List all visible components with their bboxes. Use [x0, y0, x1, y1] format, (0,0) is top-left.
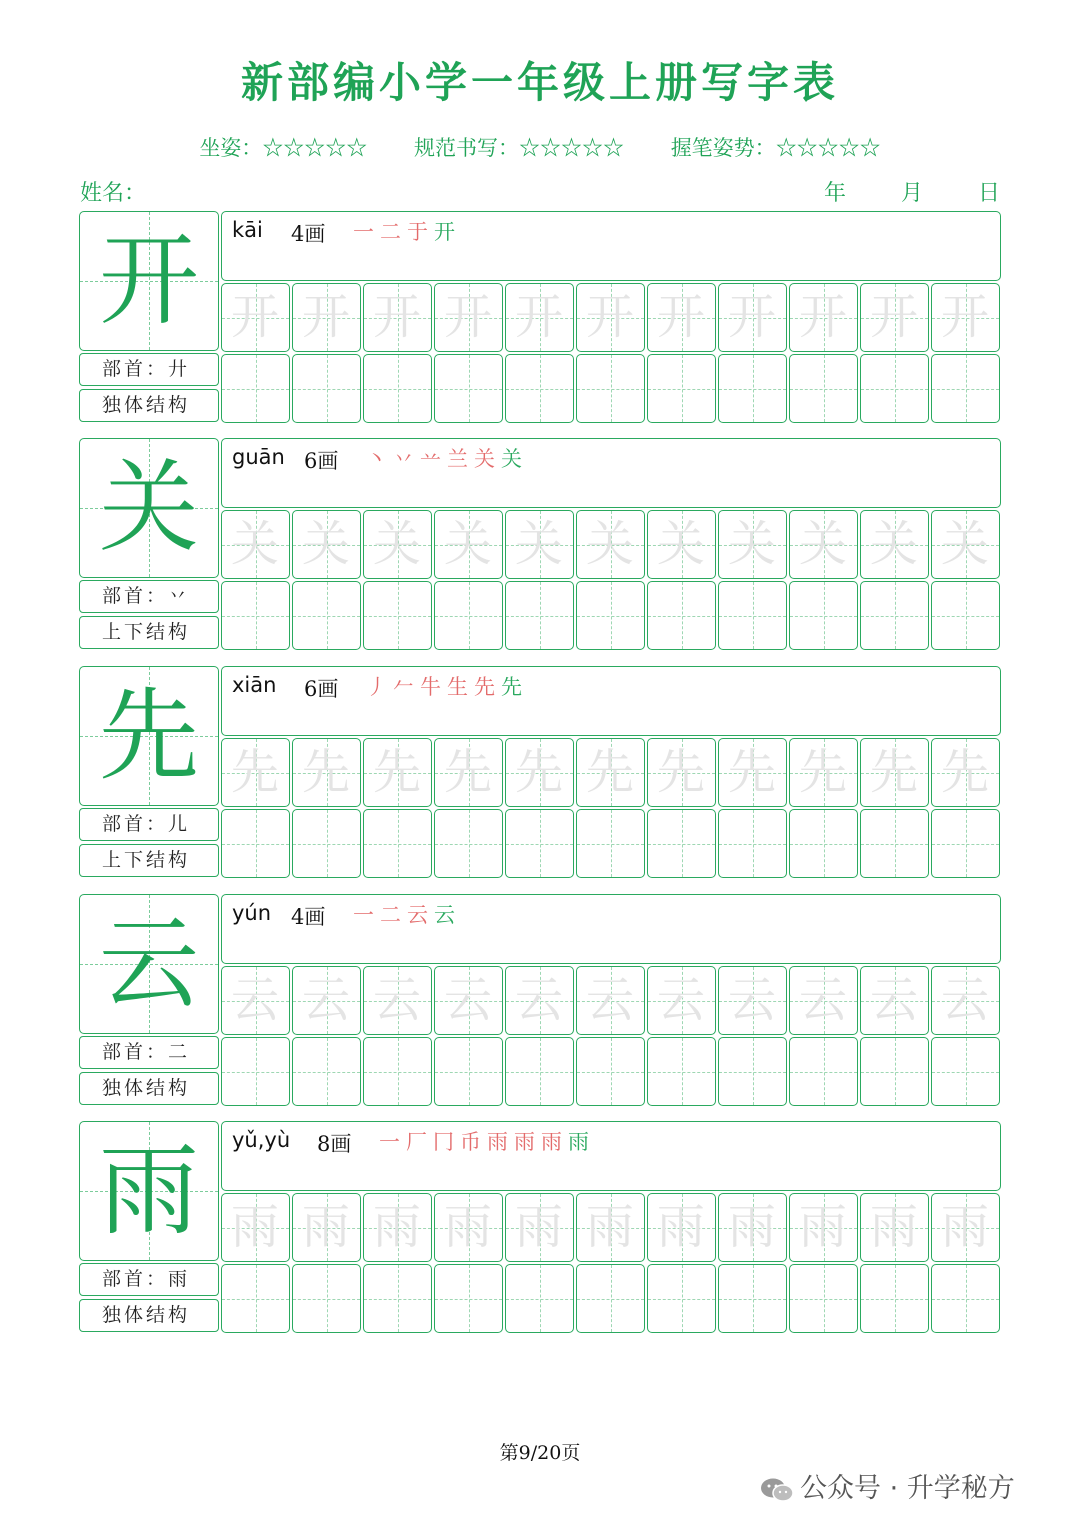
practice-cell[interactable]: [505, 1193, 574, 1262]
practice-cell[interactable]: [789, 1037, 858, 1106]
student-info-row: [80, 176, 1000, 208]
page-title: 新部编小学一年级上册写字表: [240, 58, 839, 107]
model-character: 先: [99, 677, 199, 794]
practice-cell[interactable]: [718, 581, 787, 650]
trace-character: 云: [372, 972, 421, 1028]
practice-cell[interactable]: [576, 966, 645, 1035]
trace-character: 云: [798, 972, 847, 1028]
trace-character: 关: [230, 516, 279, 572]
practice-cell[interactable]: [505, 283, 574, 352]
practice-cell[interactable]: [718, 1264, 787, 1333]
trace-character: 雨: [656, 1199, 705, 1255]
practice-cell[interactable]: [434, 283, 503, 352]
practice-cell[interactable]: [860, 1037, 929, 1106]
trace-character: 先: [230, 744, 279, 800]
ratings-row: [0, 132, 1080, 162]
star-rating: ☆☆☆☆☆: [775, 136, 881, 160]
stroke-step: 雨: [514, 1130, 541, 1154]
practice-cell[interactable]: [576, 354, 645, 423]
stroke-step-final: 关: [501, 447, 528, 471]
practice-cell[interactable]: [647, 966, 716, 1035]
stroke-step-final: 云: [434, 903, 461, 927]
trace-character: 先: [372, 744, 421, 800]
star-rating: ☆☆☆☆☆: [519, 136, 624, 160]
trace-character: 关: [443, 516, 492, 572]
trace-character: 雨: [514, 1199, 563, 1255]
character-block: [79, 1121, 1001, 1334]
practice-cell[interactable]: [434, 1264, 503, 1333]
trace-character: 关: [514, 516, 563, 572]
stroke-count: 8画: [317, 1132, 352, 1156]
trace-character: 关: [585, 516, 634, 572]
trace-character: 雨: [372, 1199, 421, 1255]
practice-cell[interactable]: [363, 809, 432, 878]
practice-cell[interactable]: [718, 966, 787, 1035]
trace-character: 雨: [940, 1199, 989, 1255]
trace-character: 开: [727, 289, 776, 345]
stroke-step: 一: [353, 220, 380, 244]
practice-cell[interactable]: [931, 1193, 1000, 1262]
stroke-step: 币: [460, 1130, 487, 1154]
practice-cell[interactable]: [789, 510, 858, 579]
year-label: 年: [823, 181, 846, 206]
pinyin-box: [221, 438, 1001, 508]
wechat-icon: [760, 1477, 794, 1503]
day-label: 日: [977, 181, 1000, 206]
stroke-step-final: 先: [501, 675, 528, 699]
practice-cell[interactable]: [647, 809, 716, 878]
practice-cell[interactable]: [221, 1193, 290, 1262]
practice-cell[interactable]: [505, 738, 574, 807]
stroke-step: 生: [447, 675, 474, 699]
trace-character: 关: [656, 516, 705, 572]
stroke-sequence: [353, 216, 461, 246]
stroke-sequence: [379, 1126, 595, 1156]
practice-cell[interactable]: [221, 354, 290, 423]
trace-character: 开: [940, 289, 989, 345]
structure-label: 上下结构: [79, 844, 219, 877]
practice-cell[interactable]: [789, 966, 858, 1035]
practice-cell[interactable]: [505, 1264, 574, 1333]
trace-character: 雨: [798, 1199, 847, 1255]
trace-character: 雨: [869, 1199, 918, 1255]
practice-cell[interactable]: [292, 581, 361, 650]
stroke-step: 䒑: [420, 447, 447, 471]
trace-character: 先: [869, 744, 918, 800]
practice-cell[interactable]: [860, 1193, 929, 1262]
trace-character: 雨: [443, 1199, 492, 1255]
trace-character: 先: [798, 744, 847, 800]
practice-cell[interactable]: [434, 966, 503, 1035]
trace-character: 云: [301, 972, 350, 1028]
trace-character: 开: [514, 289, 563, 345]
practice-cell[interactable]: [647, 1264, 716, 1333]
trace-character: 雨: [301, 1199, 350, 1255]
practice-cell[interactable]: [363, 581, 432, 650]
model-character: 雨: [99, 1132, 199, 1249]
practice-cell[interactable]: [221, 738, 290, 807]
practice-cell[interactable]: [931, 510, 1000, 579]
stroke-step: 先: [474, 675, 501, 699]
practice-cell[interactable]: [647, 581, 716, 650]
stroke-step-final: 开: [434, 220, 461, 244]
practice-grid: [221, 738, 1001, 879]
trace-character: 云: [869, 972, 918, 1028]
model-character: 关: [99, 449, 199, 566]
practice-cell[interactable]: [789, 581, 858, 650]
trace-character: 关: [869, 516, 918, 572]
stroke-step: 冂: [433, 1130, 460, 1154]
pinyin-box: [221, 666, 1001, 736]
practice-cell[interactable]: [647, 283, 716, 352]
stroke-count: 4画: [291, 222, 326, 246]
practice-cell[interactable]: [221, 510, 290, 579]
practice-cell[interactable]: [576, 809, 645, 878]
practice-cell[interactable]: [292, 1264, 361, 1333]
name-label: 姓名：: [80, 181, 147, 206]
practice-cell[interactable]: [789, 1193, 858, 1262]
practice-cell[interactable]: [292, 354, 361, 423]
practice-cell[interactable]: [931, 966, 1000, 1035]
practice-cell[interactable]: [363, 510, 432, 579]
practice-cell[interactable]: [931, 1264, 1000, 1333]
trace-character: 先: [940, 744, 989, 800]
trace-character: 关: [372, 516, 421, 572]
practice-cell[interactable]: [363, 1193, 432, 1262]
practice-cell[interactable]: [434, 809, 503, 878]
practice-cell[interactable]: [363, 1264, 432, 1333]
trace-character: 先: [585, 744, 634, 800]
character-block: [79, 894, 1001, 1107]
structure-label: 上下结构: [79, 616, 219, 649]
character-block: [79, 211, 1001, 424]
practice-cell[interactable]: [363, 354, 432, 423]
practice-cell[interactable]: [292, 809, 361, 878]
stroke-count: 6画: [304, 449, 339, 473]
radical-label: 部首：廾: [79, 353, 219, 386]
practice-cell[interactable]: [789, 738, 858, 807]
trace-character: 雨: [585, 1199, 634, 1255]
model-character: 云: [99, 905, 199, 1022]
practice-cell[interactable]: [860, 966, 929, 1035]
practice-cell[interactable]: [434, 738, 503, 807]
trace-character: 开: [301, 289, 350, 345]
practice-cell[interactable]: [647, 738, 716, 807]
rating-pen-grip: 握笔姿势：☆☆☆☆☆: [670, 136, 881, 160]
trace-character: 开: [798, 289, 847, 345]
practice-cell[interactable]: [576, 283, 645, 352]
trace-character: 关: [940, 516, 989, 572]
stroke-sequence: [366, 443, 528, 473]
stroke-step: 𠂉: [393, 675, 420, 699]
practice-cell[interactable]: [505, 581, 574, 650]
practice-cell[interactable]: [576, 510, 645, 579]
practice-cell[interactable]: [931, 1037, 1000, 1106]
trace-character: 开: [585, 289, 634, 345]
model-character: 开: [99, 222, 199, 339]
practice-cell[interactable]: [789, 1264, 858, 1333]
practice-cell[interactable]: [860, 738, 929, 807]
trace-character: 云: [585, 972, 634, 1028]
trace-character: 云: [727, 972, 776, 1028]
pinyin-box: [221, 894, 1001, 964]
practice-cell[interactable]: [718, 1037, 787, 1106]
pinyin: yǔ,yù: [232, 1128, 291, 1152]
practice-cell[interactable]: [647, 510, 716, 579]
trace-character: 先: [727, 744, 776, 800]
practice-cell[interactable]: [292, 283, 361, 352]
stroke-step: 厂: [406, 1130, 433, 1154]
practice-cell[interactable]: [363, 1037, 432, 1106]
stroke-step: 雨: [541, 1130, 568, 1154]
stroke-step: 丿: [366, 675, 393, 699]
stroke-step: 雨: [487, 1130, 514, 1154]
practice-cell[interactable]: [647, 1193, 716, 1262]
pinyin-box: [221, 211, 1001, 281]
practice-cell[interactable]: [576, 1264, 645, 1333]
practice-cell[interactable]: [931, 738, 1000, 807]
practice-cell[interactable]: [576, 1193, 645, 1262]
pinyin-box: [221, 1121, 1001, 1191]
radical-label: 部首：儿: [79, 808, 219, 841]
practice-cell[interactable]: [292, 738, 361, 807]
practice-cell[interactable]: [718, 354, 787, 423]
practice-cell[interactable]: [505, 966, 574, 1035]
practice-cell[interactable]: [221, 283, 290, 352]
practice-cell[interactable]: [789, 809, 858, 878]
character-block: [79, 666, 1001, 879]
trace-character: 先: [301, 744, 350, 800]
pinyin: guān: [232, 445, 285, 469]
practice-cell[interactable]: [647, 354, 716, 423]
practice-cell[interactable]: [363, 966, 432, 1035]
practice-cell[interactable]: [292, 510, 361, 579]
trace-character: 开: [869, 289, 918, 345]
practice-cell[interactable]: [505, 510, 574, 579]
stroke-step: 兰: [447, 447, 474, 471]
pinyin: yún: [232, 901, 272, 925]
practice-cell[interactable]: [576, 738, 645, 807]
practice-cell[interactable]: [292, 966, 361, 1035]
trace-character: 雨: [230, 1199, 279, 1255]
stroke-step: 关: [474, 447, 501, 471]
stroke-step: 丷: [393, 447, 420, 471]
pinyin: xiān: [232, 673, 277, 697]
practice-cell[interactable]: [860, 283, 929, 352]
stroke-count: 4画: [291, 905, 326, 929]
page-number: 第9/20页: [499, 1442, 581, 1464]
practice-cell[interactable]: [363, 738, 432, 807]
practice-cell[interactable]: [931, 354, 1000, 423]
trace-character: 雨: [727, 1199, 776, 1255]
practice-cell[interactable]: [860, 510, 929, 579]
structure-label: 独体结构: [79, 1299, 219, 1332]
practice-cell[interactable]: [292, 1037, 361, 1106]
practice-cell[interactable]: [789, 283, 858, 352]
practice-cell[interactable]: [221, 809, 290, 878]
trace-character: 先: [443, 744, 492, 800]
stroke-sequence: [366, 671, 528, 701]
practice-cell[interactable]: [931, 283, 1000, 352]
practice-cell[interactable]: [363, 283, 432, 352]
practice-cell[interactable]: [434, 581, 503, 650]
practice-cell[interactable]: [931, 809, 1000, 878]
practice-cell[interactable]: [576, 1037, 645, 1106]
rating-sitting: 坐姿：☆☆☆☆☆: [199, 136, 368, 160]
trace-character: 关: [727, 516, 776, 572]
date-field: [776, 176, 1000, 207]
trace-character: 先: [514, 744, 563, 800]
stroke-step: 一: [379, 1130, 406, 1154]
practice-cell[interactable]: [221, 1264, 290, 1333]
trace-character: 关: [301, 516, 350, 572]
structure-label: 独体结构: [79, 389, 219, 422]
practice-cell[interactable]: [789, 354, 858, 423]
practice-cell[interactable]: [505, 809, 574, 878]
stroke-step: 二: [380, 220, 407, 244]
practice-cell[interactable]: [505, 1037, 574, 1106]
radical-label: 部首：二: [79, 1036, 219, 1069]
trace-character: 云: [230, 972, 279, 1028]
stroke-step: 云: [407, 903, 434, 927]
trace-character: 开: [230, 289, 279, 345]
practice-cell[interactable]: [718, 283, 787, 352]
practice-cell[interactable]: [860, 809, 929, 878]
stroke-step: 牛: [420, 675, 447, 699]
trace-character: 云: [656, 972, 705, 1028]
trace-character: 云: [940, 972, 989, 1028]
practice-cell[interactable]: [434, 354, 503, 423]
trace-character: 云: [443, 972, 492, 1028]
practice-grid: [221, 966, 1001, 1107]
practice-cell[interactable]: [931, 581, 1000, 650]
practice-grid: [221, 1193, 1001, 1334]
practice-cell[interactable]: [292, 1193, 361, 1262]
stroke-step: 于: [407, 220, 434, 244]
stroke-step: 二: [380, 903, 407, 927]
trace-character: 云: [514, 972, 563, 1028]
practice-cell[interactable]: [718, 510, 787, 579]
practice-cell[interactable]: [434, 1037, 503, 1106]
practice-cell[interactable]: [221, 581, 290, 650]
practice-cell[interactable]: [221, 1037, 290, 1106]
practice-cell[interactable]: [860, 1264, 929, 1333]
trace-character: 开: [656, 289, 705, 345]
practice-cell[interactable]: [860, 581, 929, 650]
practice-grid: [221, 510, 1001, 651]
trace-character: 先: [656, 744, 705, 800]
practice-cell[interactable]: [505, 354, 574, 423]
trace-character: 开: [372, 289, 421, 345]
practice-cell[interactable]: [860, 354, 929, 423]
trace-character: 开: [443, 289, 492, 345]
practice-grid: [221, 283, 1001, 424]
rating-writing: 规范书写：☆☆☆☆☆: [414, 136, 624, 160]
practice-cell[interactable]: [718, 1193, 787, 1262]
stroke-step: 一: [353, 903, 380, 927]
practice-cell[interactable]: [434, 1193, 503, 1262]
character-block: [79, 438, 1001, 651]
practice-cell[interactable]: [718, 738, 787, 807]
radical-label: 部首：雨: [79, 1263, 219, 1296]
radical-label: 部首：丷: [79, 580, 219, 613]
structure-label: 独体结构: [79, 1072, 219, 1105]
stroke-count: 6画: [304, 677, 339, 701]
practice-cell[interactable]: [434, 510, 503, 579]
trace-character: 关: [798, 516, 847, 572]
stroke-step: 丶: [366, 447, 393, 471]
practice-cell[interactable]: [647, 1037, 716, 1106]
practice-cell[interactable]: [221, 966, 290, 1035]
pinyin: kāi: [232, 218, 263, 242]
practice-cell[interactable]: [718, 809, 787, 878]
watermark: 公众号 · 升学秘方: [760, 1466, 1015, 1505]
star-rating: ☆☆☆☆☆: [262, 136, 368, 160]
practice-cell[interactable]: [576, 581, 645, 650]
stroke-step-final: 雨: [568, 1130, 595, 1154]
stroke-sequence: [353, 899, 461, 929]
month-label: 月: [900, 181, 923, 206]
